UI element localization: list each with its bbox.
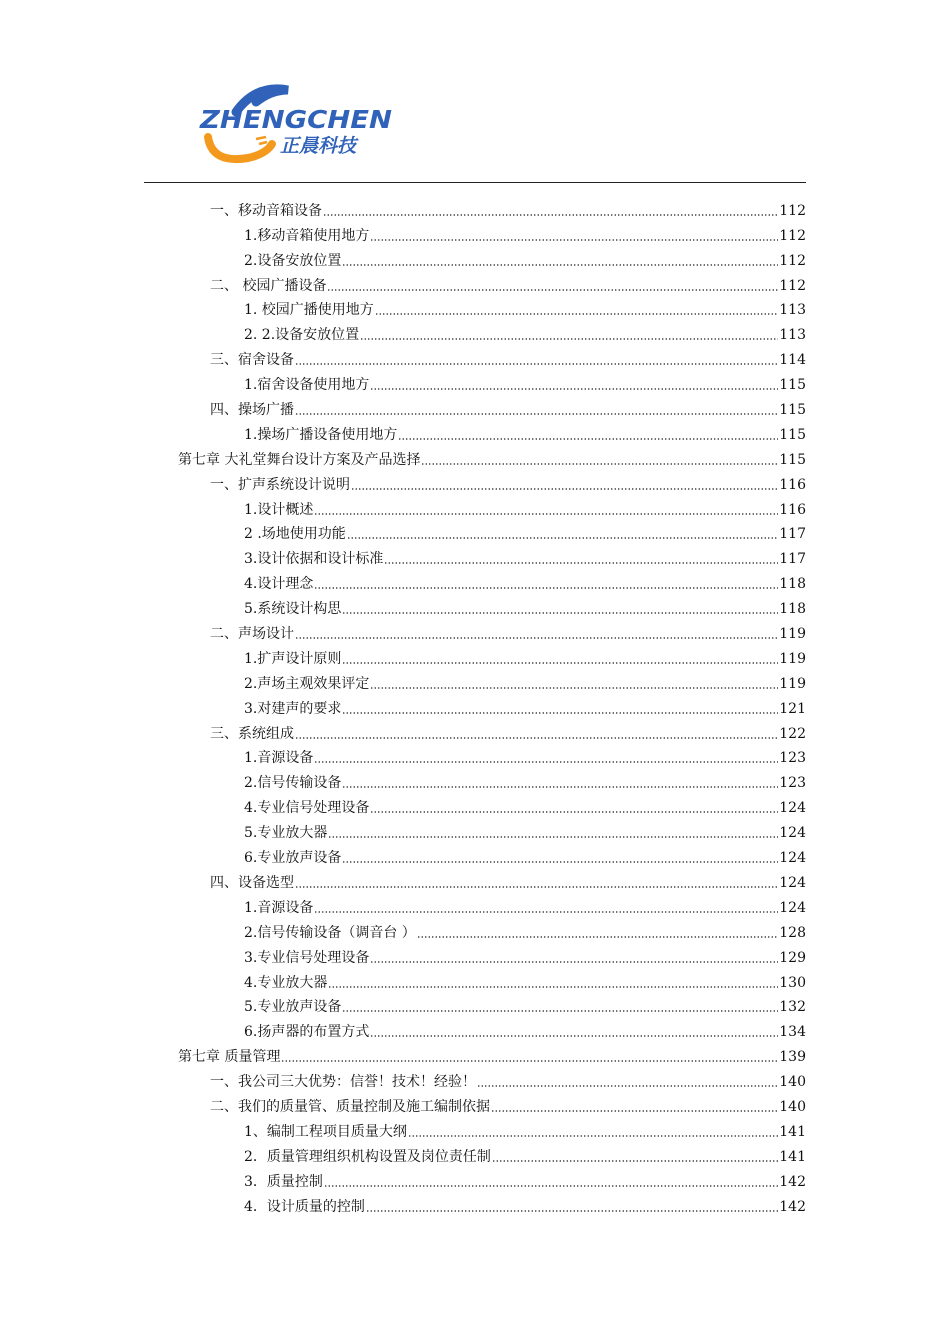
toc-dot-leader — [342, 861, 778, 863]
toc-entry[interactable] — [144, 1118, 806, 1143]
toc-page-number: 129 — [779, 949, 806, 966]
toc-entry[interactable] — [144, 346, 806, 371]
zhengchen-logo-graphic — [196, 82, 406, 170]
logo-dash-mark — [256, 137, 266, 139]
toc-dot-leader — [295, 737, 778, 739]
toc-entry-title: 5.系统设计构思 — [244, 601, 342, 618]
toc-dot-leader — [342, 612, 778, 614]
toc-entry-title: 2.设备安放位置 — [244, 252, 342, 269]
toc-entry[interactable] — [144, 670, 806, 695]
toc-dot-leader — [347, 537, 778, 539]
toc-entry[interactable] — [144, 794, 806, 819]
toc-entry[interactable] — [144, 371, 806, 396]
toc-dot-leader — [370, 811, 778, 813]
toc-dot-leader — [370, 687, 778, 689]
toc-page-number: 117 — [779, 551, 806, 568]
toc-dot-leader — [342, 662, 778, 664]
toc-dot-leader — [295, 413, 778, 415]
toc-entry-title: 4.专业信号处理设备 — [244, 800, 370, 817]
toc-entry-title: 2. 2.设备安放位置 — [244, 327, 360, 344]
toc-entry[interactable] — [144, 595, 806, 620]
toc-entry-title: 1. 校园广播使用地方 — [244, 302, 374, 319]
toc-entry-title: 1.扩声设计原则 — [244, 650, 342, 667]
toc-page-number: 115 — [779, 426, 806, 443]
toc-page-number: 139 — [779, 1049, 806, 1066]
toc-entry-title: 第七章 大礼堂舞台设计方案及产品选择 — [178, 451, 421, 468]
toc-entry[interactable] — [144, 471, 806, 496]
toc-entry-title: 5.专业放大器 — [244, 825, 328, 842]
toc-dot-leader — [417, 936, 778, 938]
toc-dot-leader — [366, 1210, 778, 1212]
toc-entry-title: 2．质量管理组织机构设置及岗位责任制 — [244, 1148, 491, 1165]
toc-entry-title: 3.对建声的要求 — [244, 700, 342, 717]
toc-entry[interactable] — [144, 645, 806, 670]
logo-orange-swoosh — [208, 137, 272, 159]
toc-page-number: 112 — [779, 252, 806, 269]
toc-page-number: 113 — [779, 327, 806, 344]
toc-page-number: 128 — [779, 924, 806, 941]
toc-entry[interactable] — [144, 1068, 806, 1093]
toc-page-number: 132 — [779, 999, 806, 1016]
toc-entry[interactable] — [144, 919, 806, 944]
toc-page-number: 124 — [779, 899, 806, 916]
toc-entry-title: 3．质量控制 — [244, 1173, 323, 1190]
toc-entry[interactable] — [144, 222, 806, 247]
toc-page-number: 114 — [779, 352, 806, 369]
toc-entry[interactable] — [144, 819, 806, 844]
toc-page-number: 124 — [779, 850, 806, 867]
toc-entry[interactable] — [144, 297, 806, 322]
toc-dot-leader — [328, 836, 778, 838]
toc-dot-leader — [375, 313, 778, 315]
toc-dot-leader — [314, 911, 778, 913]
toc-dot-leader — [342, 712, 778, 714]
header-divider — [144, 182, 806, 183]
toc-entry-title: 1.音源设备 — [244, 899, 314, 916]
toc-page-number: 118 — [779, 576, 806, 593]
toc-entry-title: 1.设计概述 — [244, 501, 314, 518]
toc-entry[interactable] — [144, 869, 806, 894]
toc-entry-title: 2.声场主观效果评定 — [244, 675, 370, 692]
toc-dot-leader — [342, 264, 778, 266]
toc-entry-title: 第七章 质量管理 — [178, 1049, 281, 1066]
toc-page-number: 123 — [779, 750, 806, 767]
toc-page-number: 119 — [779, 650, 806, 667]
toc-page-number: 115 — [779, 451, 806, 468]
toc-dot-leader — [295, 886, 778, 888]
toc-entry[interactable] — [144, 545, 806, 570]
toc-page-number: 142 — [779, 1173, 806, 1190]
toc-entry-title: 4.设计理念 — [244, 576, 314, 593]
toc-dot-leader — [370, 239, 778, 241]
toc-entry-title: 3.专业信号处理设备 — [244, 949, 370, 966]
toc-entry-title: 一、移动音箱设备 — [210, 202, 322, 219]
toc-entry[interactable] — [144, 1143, 806, 1168]
toc-entry[interactable] — [144, 446, 806, 471]
toc-entry[interactable] — [144, 197, 806, 222]
toc-page-number: 130 — [779, 974, 806, 991]
toc-dot-leader — [398, 438, 778, 440]
toc-dot-leader — [408, 1135, 778, 1137]
toc-entry[interactable] — [144, 620, 806, 645]
toc-dot-leader — [421, 463, 778, 465]
toc-entry[interactable] — [144, 421, 806, 446]
toc-page-number: 122 — [779, 725, 806, 742]
toc-entry-title: 6.扬声器的布置方式 — [244, 1024, 370, 1041]
toc-entry-title: 2 .场地使用功能 — [244, 526, 346, 543]
toc-dot-leader — [370, 388, 778, 390]
toc-page-number: 141 — [779, 1123, 806, 1140]
toc-entry[interactable] — [144, 496, 806, 521]
toc-dot-leader — [327, 289, 778, 291]
toc-entry[interactable] — [144, 321, 806, 346]
toc-entry[interactable] — [144, 695, 806, 720]
toc-dot-leader — [384, 562, 778, 564]
toc-entry-title: 1.宿舍设备使用地方 — [244, 377, 370, 394]
toc-page-number: 124 — [779, 874, 806, 891]
toc-entry[interactable] — [144, 894, 806, 919]
toc-entry[interactable] — [144, 994, 806, 1019]
toc-page-number: 140 — [779, 1074, 806, 1091]
toc-page-number: 116 — [779, 476, 806, 493]
toc-page-number: 141 — [779, 1148, 806, 1165]
toc-dot-leader — [295, 363, 778, 365]
toc-page-number: 119 — [779, 626, 806, 643]
toc-entry-title: 三、系统组成 — [210, 725, 294, 742]
toc-page-number: 142 — [779, 1198, 806, 1215]
toc-entry-title: 二、我们的质量管、质量控制及施工编制依据 — [210, 1098, 490, 1115]
toc-entry-title: 1.移动音箱使用地方 — [244, 227, 370, 244]
toc-page-number: 123 — [779, 775, 806, 792]
toc-entry-title: 4.专业放大器 — [244, 974, 328, 991]
toc-dot-leader — [492, 1160, 778, 1162]
toc-entry-title: 四、设备选型 — [210, 874, 294, 891]
toc-entry-title: 一、我公司三大优势：信誉！技术！经验！ — [210, 1074, 476, 1091]
toc-dot-leader — [351, 488, 778, 490]
toc-entry[interactable] — [144, 745, 806, 770]
toc-page-number: 115 — [779, 377, 806, 394]
toc-entry-title: 1.音源设备 — [244, 750, 314, 767]
company-logo — [196, 82, 406, 170]
toc-entry[interactable] — [144, 1093, 806, 1118]
toc-entry-title: 1、编制工程项目质量大纲 — [244, 1123, 407, 1140]
toc-entry[interactable] — [144, 1168, 806, 1193]
toc-entry[interactable] — [144, 521, 806, 546]
toc-dot-leader — [314, 761, 778, 763]
toc-page-number: 113 — [779, 302, 806, 319]
logo-brand-chinese: 正晨科技 — [280, 135, 357, 157]
toc-entry[interactable] — [144, 944, 806, 969]
logo-dash-mark — [259, 142, 267, 144]
toc-entry[interactable] — [144, 1193, 806, 1218]
toc-dot-leader — [342, 1010, 778, 1012]
logo-brand-latin: ZHENGCHEN — [198, 105, 393, 134]
toc-page-number: 119 — [779, 675, 806, 692]
toc-entry-title: 6.专业放声设备 — [244, 850, 342, 867]
toc-entry[interactable] — [144, 1018, 806, 1043]
toc-dot-leader — [342, 786, 778, 788]
toc-entry[interactable] — [144, 247, 806, 272]
toc-entry-title: 2.信号传输设备（调音台 ） — [244, 924, 416, 941]
toc-page-number: 134 — [779, 1024, 806, 1041]
toc-entry[interactable] — [144, 272, 806, 297]
toc-entry-title: 5.专业放声设备 — [244, 999, 342, 1016]
toc-page-number: 124 — [779, 800, 806, 817]
toc-entry-title: 四、操场广播 — [210, 402, 294, 419]
toc-dot-leader — [370, 1035, 778, 1037]
toc-dot-leader — [324, 1185, 778, 1187]
toc-entry-title: 一、扩声系统设计说明 — [210, 476, 350, 493]
toc-page-number: 118 — [779, 601, 806, 618]
table-of-contents — [144, 197, 806, 1218]
toc-dot-leader — [281, 1060, 778, 1062]
toc-dot-leader — [477, 1085, 778, 1087]
toc-dot-leader — [314, 513, 778, 515]
toc-page-number: 121 — [779, 700, 806, 717]
toc-dot-leader — [491, 1110, 778, 1112]
toc-page-number: 124 — [779, 825, 806, 842]
toc-page-number: 115 — [779, 402, 806, 419]
toc-entry[interactable] — [144, 396, 806, 421]
toc-page-number: 140 — [779, 1098, 806, 1115]
toc-entry-title: 2.信号传输设备 — [244, 775, 342, 792]
toc-entry-title: 3.设计依据和设计标准 — [244, 551, 384, 568]
toc-entry-title: 二、 校园广播设备 — [210, 277, 327, 294]
toc-entry-title: 1.操场广播设备使用地方 — [244, 426, 398, 443]
toc-entry[interactable] — [144, 769, 806, 794]
toc-entry[interactable] — [144, 1043, 806, 1068]
toc-page-number: 112 — [779, 277, 806, 294]
toc-dot-leader — [360, 338, 778, 340]
toc-page-number: 112 — [779, 227, 806, 244]
toc-dot-leader — [295, 637, 778, 639]
toc-entry-title: 三、宿舍设备 — [210, 352, 294, 369]
toc-dot-leader — [328, 986, 778, 988]
toc-dot-leader — [370, 961, 778, 963]
toc-entry-title: 二、声场设计 — [210, 626, 294, 643]
toc-entry[interactable] — [144, 570, 806, 595]
toc-page-number: 116 — [779, 501, 806, 518]
toc-entry[interactable] — [144, 720, 806, 745]
toc-page-number: 117 — [779, 526, 806, 543]
toc-entry[interactable] — [144, 969, 806, 994]
toc-dot-leader — [323, 214, 778, 216]
toc-page-number: 112 — [779, 202, 806, 219]
toc-dot-leader — [314, 587, 778, 589]
toc-entry[interactable] — [144, 844, 806, 869]
toc-entry-title: 4．设计质量的控制 — [244, 1198, 365, 1215]
